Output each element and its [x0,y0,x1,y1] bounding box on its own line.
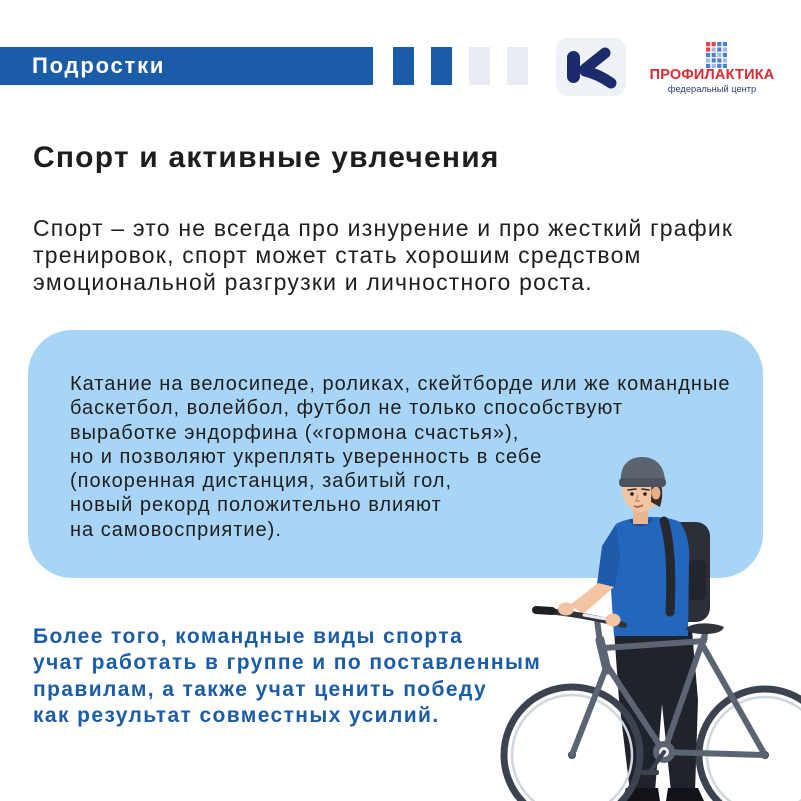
partner-name: ПРОФИЛАКТИКА [649,67,775,83]
k-logo-lower-arm [585,71,611,83]
chain-stay [664,752,765,755]
k-logo-stem [567,51,580,83]
callout-line: новый рекорд положительно влияют [70,494,442,517]
stem [597,620,600,642]
grid-cell [712,53,716,57]
grid-cell [706,53,710,57]
rear-wheel [699,689,801,801]
building-grid-icon [706,42,727,68]
intro-line: эмоциональной разгрузки и личностного роста. [33,269,593,295]
callout-line: Катание на велосипеде, роликах, скейтборде или же командные [70,373,731,395]
intro-paragraph [33,215,733,296]
grid-cell [717,47,721,51]
conclusion-line: правилам, а также учат ценить победу [33,677,488,701]
callout-line: на самовосприятие). [70,518,282,541]
decorative-stripe [393,47,414,85]
grid-cell [706,58,710,62]
grid-cell [712,47,716,51]
callout-line: выработке эндорфина («гормона счастья»), [70,421,520,444]
grid-cell [712,42,716,46]
grid-cell [706,47,710,51]
decorative-stripe [431,47,452,85]
conclusion-line: учат работать в группе и по поставленным [33,651,542,675]
k-logo-icon [556,38,626,96]
conclusion-paragraph [33,624,541,730]
fork [572,668,606,755]
front-tire [504,687,640,801]
decorative-stripe [469,47,490,85]
pedal [641,770,659,775]
eye [643,492,647,496]
ear [652,487,661,500]
grid-cell [717,53,721,57]
front-wheel [504,687,640,801]
right-shoe [666,788,704,801]
callout-line: (покоренная дистанция, забитый гол, [70,470,453,493]
callout-line: но и позволяют укреплять уверенность в себе [70,445,543,468]
partner-grid-mark [706,42,727,68]
t-shirt [611,517,689,636]
partner-tagline: федеральный центр [667,84,757,94]
grid-cell [712,58,716,62]
section-label: Подростки [32,53,166,78]
hand [558,603,574,616]
arm [570,583,614,614]
beanie-rim [619,478,666,487]
intro-line: тренировок, спорт может стать хорошим средством [33,242,642,268]
grid-cell [706,42,710,46]
eye [630,492,634,496]
cyclist-illustration [490,450,801,801]
intro-line: Спорт – это не всегда про изнурение и про жесткий график [33,215,734,241]
grid-cell [723,53,727,57]
seat-stay [703,646,765,755]
callout-line: баскетбол, волейбол, футбол не только способствуют [70,397,624,420]
rear-rim [707,697,801,801]
page-title: Спорт и активные увлечения [33,141,500,174]
hand [606,614,621,627]
grid-cell [723,42,727,46]
handlebar-grip [536,610,552,611]
section-banner [0,47,373,85]
conclusion-line: Более того, командные виды спорта [33,625,464,648]
cyclist-drawing [490,450,801,801]
grid-cell [717,58,721,62]
grid-cell [723,47,727,51]
backpack-pocket [688,560,706,600]
saddle [686,623,724,634]
grid-cell [717,42,721,46]
conclusion-line: как результат совместных усилий. [33,704,440,728]
k-logo-mark [556,38,626,96]
grid-cell [723,58,727,62]
decorative-stripe [507,47,528,85]
